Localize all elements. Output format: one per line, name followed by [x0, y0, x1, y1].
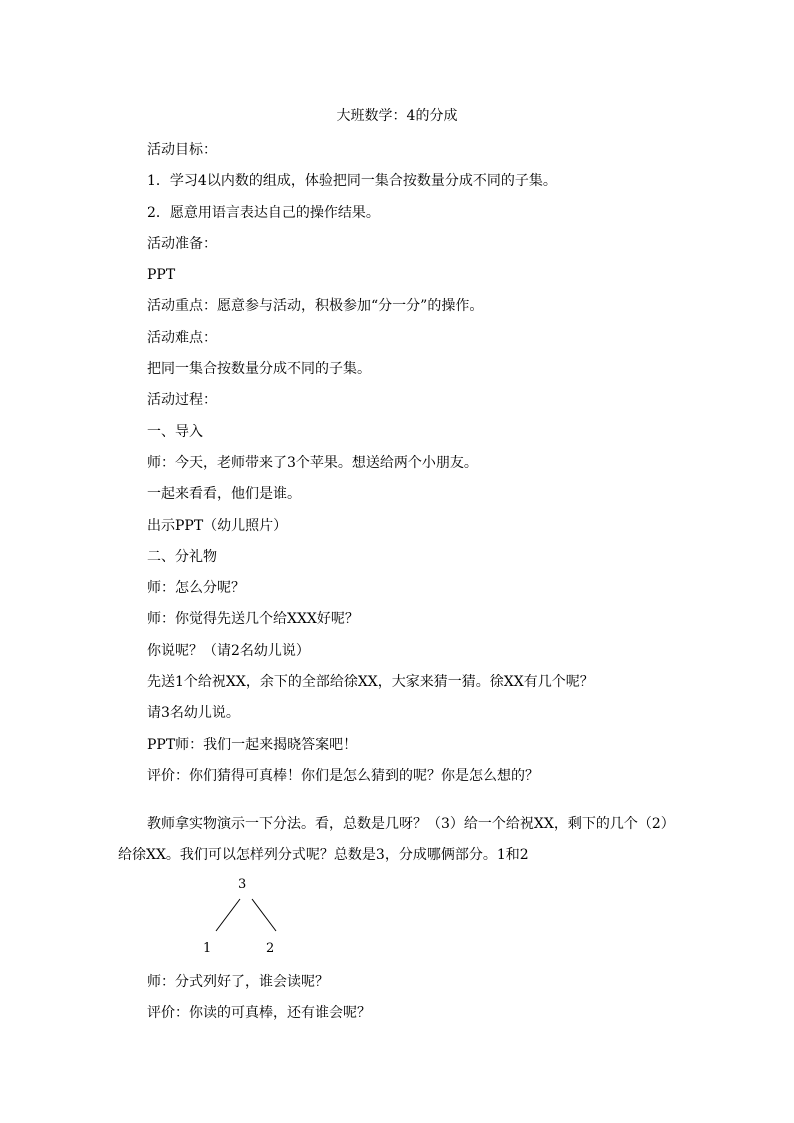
text-line: 师：怎么分呢？ — [147, 580, 245, 597]
text-line: 1．学习4以内数的组成，体验把同一集合按数量分成不同的子集。 — [147, 173, 557, 190]
diagram-left-part: 1 — [203, 941, 212, 956]
number-bond-diagram — [195, 875, 295, 965]
text-line: 请3名幼儿说。 — [147, 705, 240, 722]
right-branch — [252, 899, 276, 931]
text-line: 评价：你们猜得可真棒！你们是怎么猜到的呢？你是怎么想的？ — [147, 767, 539, 784]
text-line: PPT — [147, 267, 176, 284]
text-line: 评价：你读的可真棒，还有谁会呢？ — [147, 1005, 371, 1022]
left-branch — [216, 899, 240, 931]
text-line: 师：你觉得先送几个给XXX好呢？ — [147, 611, 359, 628]
text-line: 先送1个给祝XX，余下的全部给徐XX，大家来猜一猜。徐XX有几个呢？ — [147, 674, 594, 691]
text-line: 师：今天，老师带来了3个苹果。想送给两个小朋友。 — [147, 454, 478, 471]
diagram-total: 3 — [238, 877, 247, 892]
text-line: 活动难点： — [147, 329, 217, 346]
text-line: 活动重点：愿意参与活动，积极参加“分一分”的操作。 — [147, 298, 484, 315]
text-line: 一、导入 — [147, 423, 203, 440]
text-line: 活动目标： — [147, 142, 217, 158]
document-title: 大班数学：4的分成 — [336, 108, 458, 124]
text-line: PPT师：我们一起来揭晓答案吧！ — [147, 736, 358, 753]
paragraph-line-1: 教师拿实物演示一下分法。看，总数是几呀？（3）给一个给祝XX，剩下的几个（2） — [147, 816, 675, 832]
body-lines-after — [147, 972, 707, 1035]
text-line: 出示PPT（幼儿照片） — [147, 517, 288, 534]
paragraph-line-2: 给徐XX。我们可以怎样列分式呢？总数是3，分成哪俩部分。1和2 — [118, 847, 529, 863]
text-line: 你说呢？（请2名幼儿说） — [147, 642, 310, 659]
diagram-right-part: 2 — [266, 941, 275, 956]
demo-paragraph — [118, 814, 678, 876]
text-line: 活动准备： — [147, 235, 217, 252]
text-line: 活动过程： — [147, 392, 217, 409]
text-line: 师：分式列好了，谁会读呢？ — [147, 974, 329, 990]
text-line: 把同一集合按数量分成不同的子集。 — [147, 361, 371, 378]
text-line: 二、分礼物 — [147, 548, 217, 565]
body-lines — [147, 140, 707, 797]
text-line: 2．愿意用语言表达自己的操作结果。 — [147, 204, 380, 221]
text-line: 一起来看看，他们是谁。 — [147, 486, 301, 503]
